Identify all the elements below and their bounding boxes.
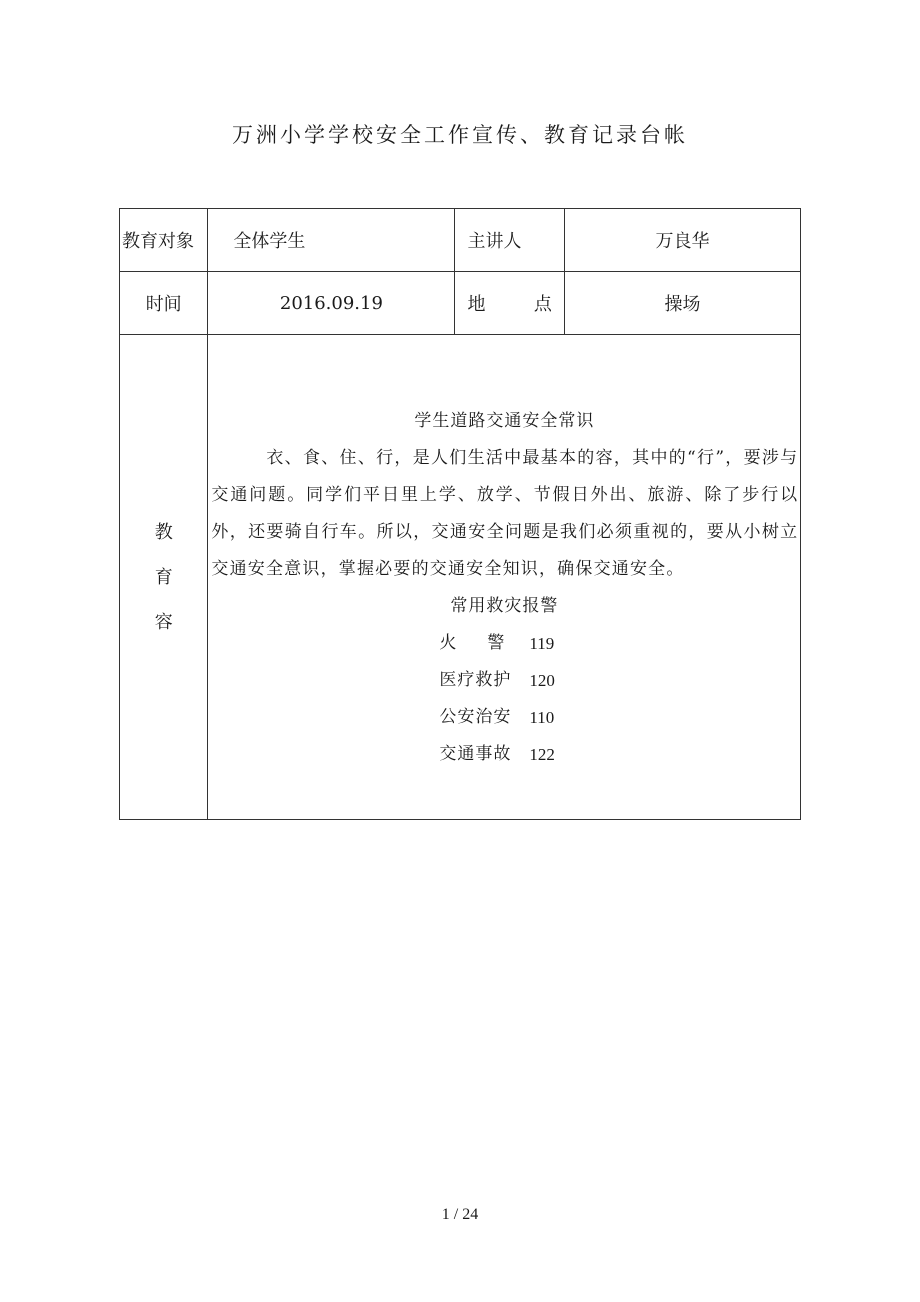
emergency-item-fire [439, 625, 569, 662]
emergency-name: 医疗救护 [439, 670, 512, 690]
audience-value: 全体学生 [208, 209, 455, 272]
table-row-audience [120, 209, 801, 272]
content-subtitle: 学生道路交通安全常识 [414, 411, 595, 431]
emergency-name [439, 625, 505, 662]
emergency-name-char-1: 火 [439, 633, 458, 653]
emergency-item-medical [439, 662, 569, 699]
content-body [208, 335, 801, 820]
emergency-name: 公安治安 [439, 707, 512, 727]
document-title: 万洲小学学校安全工作宣传、教育记录台帐 [232, 123, 688, 147]
audience-label: 教育对象 [120, 209, 208, 272]
content-label-char-3: 容 [154, 611, 173, 633]
emergency-number: 120 [529, 671, 555, 690]
record-table [119, 208, 801, 820]
speaker-value: 万良华 [564, 209, 800, 272]
location-label-char-1: 地 [467, 294, 486, 315]
emergency-list [439, 625, 569, 773]
speaker-label: 主讲人 [455, 209, 564, 272]
location-label [455, 272, 564, 335]
content-label-char-1: 教 [154, 521, 173, 543]
emergency-name-char-2: 警 [487, 633, 506, 653]
table-row-content [120, 335, 801, 820]
table-row-time-location [120, 272, 801, 335]
emergency-title: 常用救灾报警 [450, 596, 559, 616]
emergency-name: 交通事故 [439, 744, 512, 764]
emergency-item-traffic [439, 736, 569, 773]
emergency-number: 122 [529, 745, 555, 764]
emergency-number: 119 [529, 634, 555, 653]
location-label-char-2: 点 [533, 294, 552, 315]
content-label-char-2: 育 [154, 566, 173, 588]
location-value: 操场 [564, 272, 800, 335]
time-label: 时间 [120, 272, 208, 335]
time-value: 2016.09.19 [208, 272, 455, 335]
emergency-item-police [439, 699, 569, 736]
content-label [120, 335, 208, 820]
page-indicator: 1 / 24 [441, 1206, 479, 1223]
emergency-number: 110 [529, 708, 555, 727]
content-paragraph: 衣、食、住、行，是人们生活中最基本的容，其中的“行”，要涉与交通问题。同学们平日里上学、放学、节假日外出、旅游、除了步行以外，还要骑自行车。所以，交通安全问题是我们必须重视的，要从小树立交通安全意识，掌握必要的交通安全知识，确保交通安全。 [211, 448, 799, 579]
